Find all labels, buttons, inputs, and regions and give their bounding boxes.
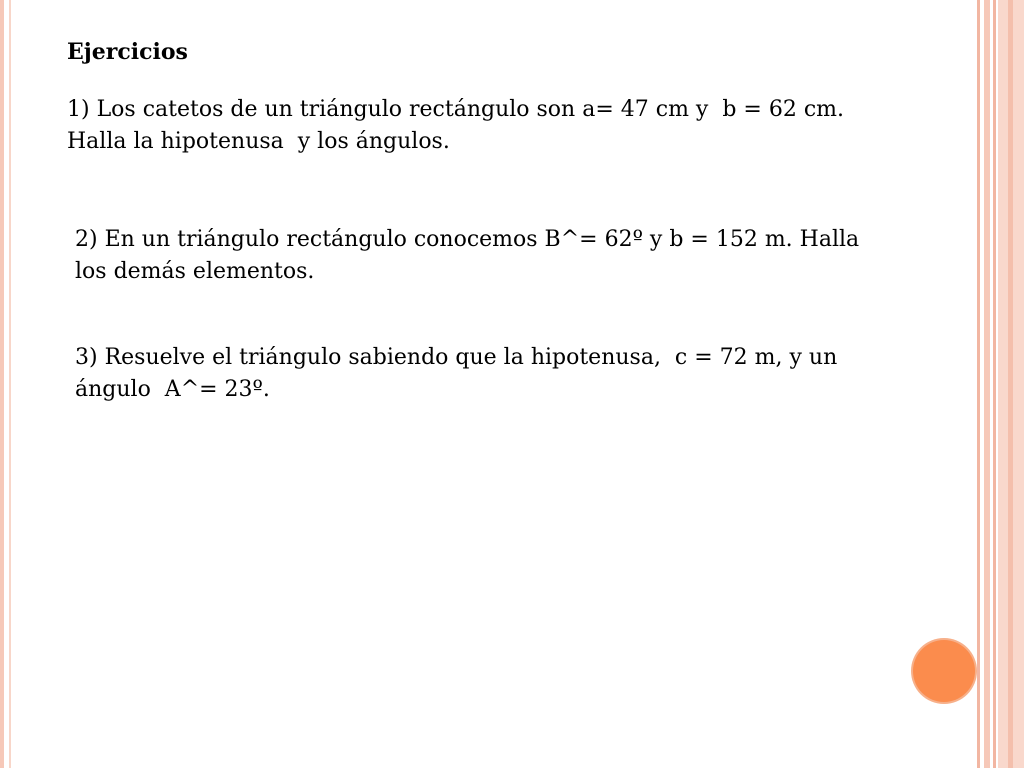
- exercise-3-line-1: 3) Resuelve el triángulo sabiendo que la hipotenusa, c = 72 m, y un: [75, 345, 838, 370]
- right-border-stripe: [993, 0, 996, 768]
- exercise-2-line-2: los demás elementos.: [75, 259, 315, 284]
- exercise-3-line-2: ángulo A^= 23º.: [75, 377, 270, 402]
- slide-content: [67, 36, 927, 402]
- exercise-1: [67, 94, 927, 158]
- decorative-circle-icon: [913, 640, 975, 702]
- right-border-stripe: [984, 0, 990, 768]
- right-border-stripe: [977, 0, 980, 768]
- left-border-stripe: [0, 0, 4, 768]
- exercise-1-line-1: 1) Los catetos de un triángulo rectángulo son a= 47 cm y b = 62 cm.: [67, 97, 845, 122]
- exercise-3: [75, 342, 925, 406]
- slide-title: Ejercicios: [67, 39, 188, 65]
- left-border-stripe-thin: [9, 0, 11, 768]
- right-border-stripe: [1008, 0, 1013, 768]
- exercise-2: [75, 224, 925, 288]
- exercise-1-line-2: Halla la hipotenusa y los ángulos.: [67, 129, 450, 154]
- exercise-2-line-1: 2) En un triángulo rectángulo conocemos B^= 62º y b = 152 m. Halla: [75, 227, 860, 252]
